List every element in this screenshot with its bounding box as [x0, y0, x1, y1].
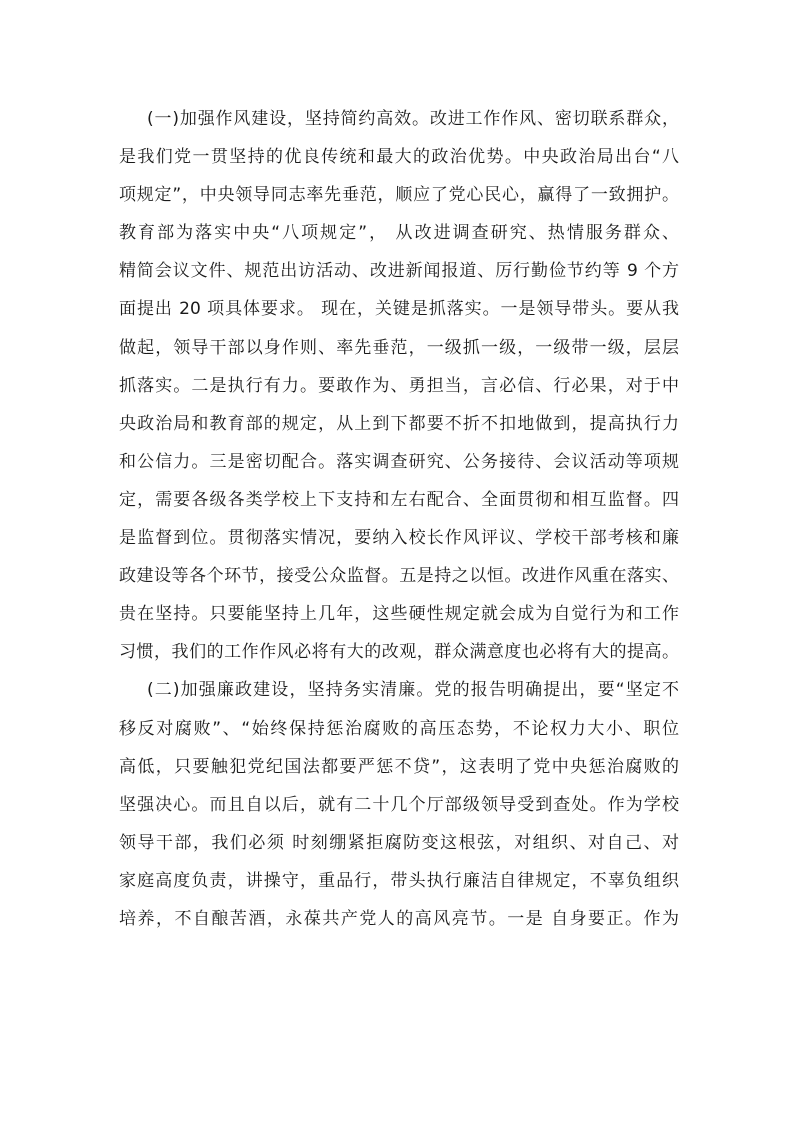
paragraph-line: 定，需要各级各类学校上下支持和左右配合、全面贯彻和相互监督。四	[119, 489, 679, 510]
paragraph-line: 高低，只要触犯党纪国法都要严惩不贷”，这表明了党中央惩治腐败的	[119, 756, 679, 777]
paragraph-line: 政建设等各个环节，接受公众监督。五是持之以恒。改进作风重在落实、	[119, 566, 679, 587]
paragraph-line: 做起，领导干部以身作则、率先垂范，一级抓一级，一级带一级，层层	[119, 337, 679, 358]
paragraph-line: 面提出 20 项具体要求。 现在，关键是抓落实。一是领导带头。要从我	[119, 299, 679, 320]
paragraph-line: 教育部为落实中央“八项规定”， 从改进调查研究、热情服务群众、	[119, 223, 679, 244]
paragraph-2	[119, 671, 679, 938]
paragraph-line: 家庭高度负责，讲操守，重品行，带头执行廉洁自律规定，不辜负组织	[119, 870, 679, 891]
paragraph-line: (二)加强廉政建设，坚持务实清廉。党的报告明确提出，要“坚定不	[147, 680, 679, 701]
paragraph-line: 是我们党一贯坚持的优良传统和最大的政治优势。中央政治局出台“八	[119, 147, 679, 168]
body-text	[119, 100, 679, 938]
paragraph-line: 坚强决心。而且自以后，就有二十几个厅部级领导受到查处。作为学校	[119, 794, 679, 815]
paragraph-line: 精简会议文件、规范出访活动、改进新闻报道、厉行勤俭节约等 9 个方	[119, 261, 679, 282]
paragraph-line: 习惯，我们的工作作风必将有大的改观，群众满意度也必将有大的提高。	[119, 642, 679, 663]
paragraph-line: 领导干部，我们必须 时刻绷紧拒腐防变这根弦，对组织、对自己、对	[119, 832, 679, 853]
paragraph-line: 移反对腐败”、“始终保持惩治腐败的高压态势，不论权力大小、职位	[119, 718, 679, 739]
paragraph-line: 培养，不自酿苦酒，永葆共产党人的高风亮节。一是 自身要正。作为	[119, 908, 679, 929]
paragraph-line: 央政治局和教育部的规定，从上到下都要不折不扣地做到，提高执行力	[119, 413, 679, 434]
paragraph-1	[119, 100, 679, 671]
paragraph-line: 贵在坚持。只要能坚持上几年，这些硬性规定就会成为自觉行为和工作	[119, 604, 679, 625]
paragraph-line: (一)加强作风建设，坚持简约高效。改进工作作风、密切联系群众，	[147, 109, 679, 129]
paragraph-line: 和公信力。三是密切配合。落实调查研究、公务接待、会议活动等项规	[119, 451, 679, 472]
paragraph-line: 项规定”，中央领导同志率先垂范，顺应了党心民心，赢得了一致拥护。	[119, 185, 679, 206]
paragraph-line: 抓落实。二是执行有力。要敢作为、勇担当，言必信、行必果，对于中	[119, 375, 679, 396]
paragraph-line: 是监督到位。贯彻落实情况，要纳入校长作风评议、学校干部考核和廉	[119, 528, 679, 549]
